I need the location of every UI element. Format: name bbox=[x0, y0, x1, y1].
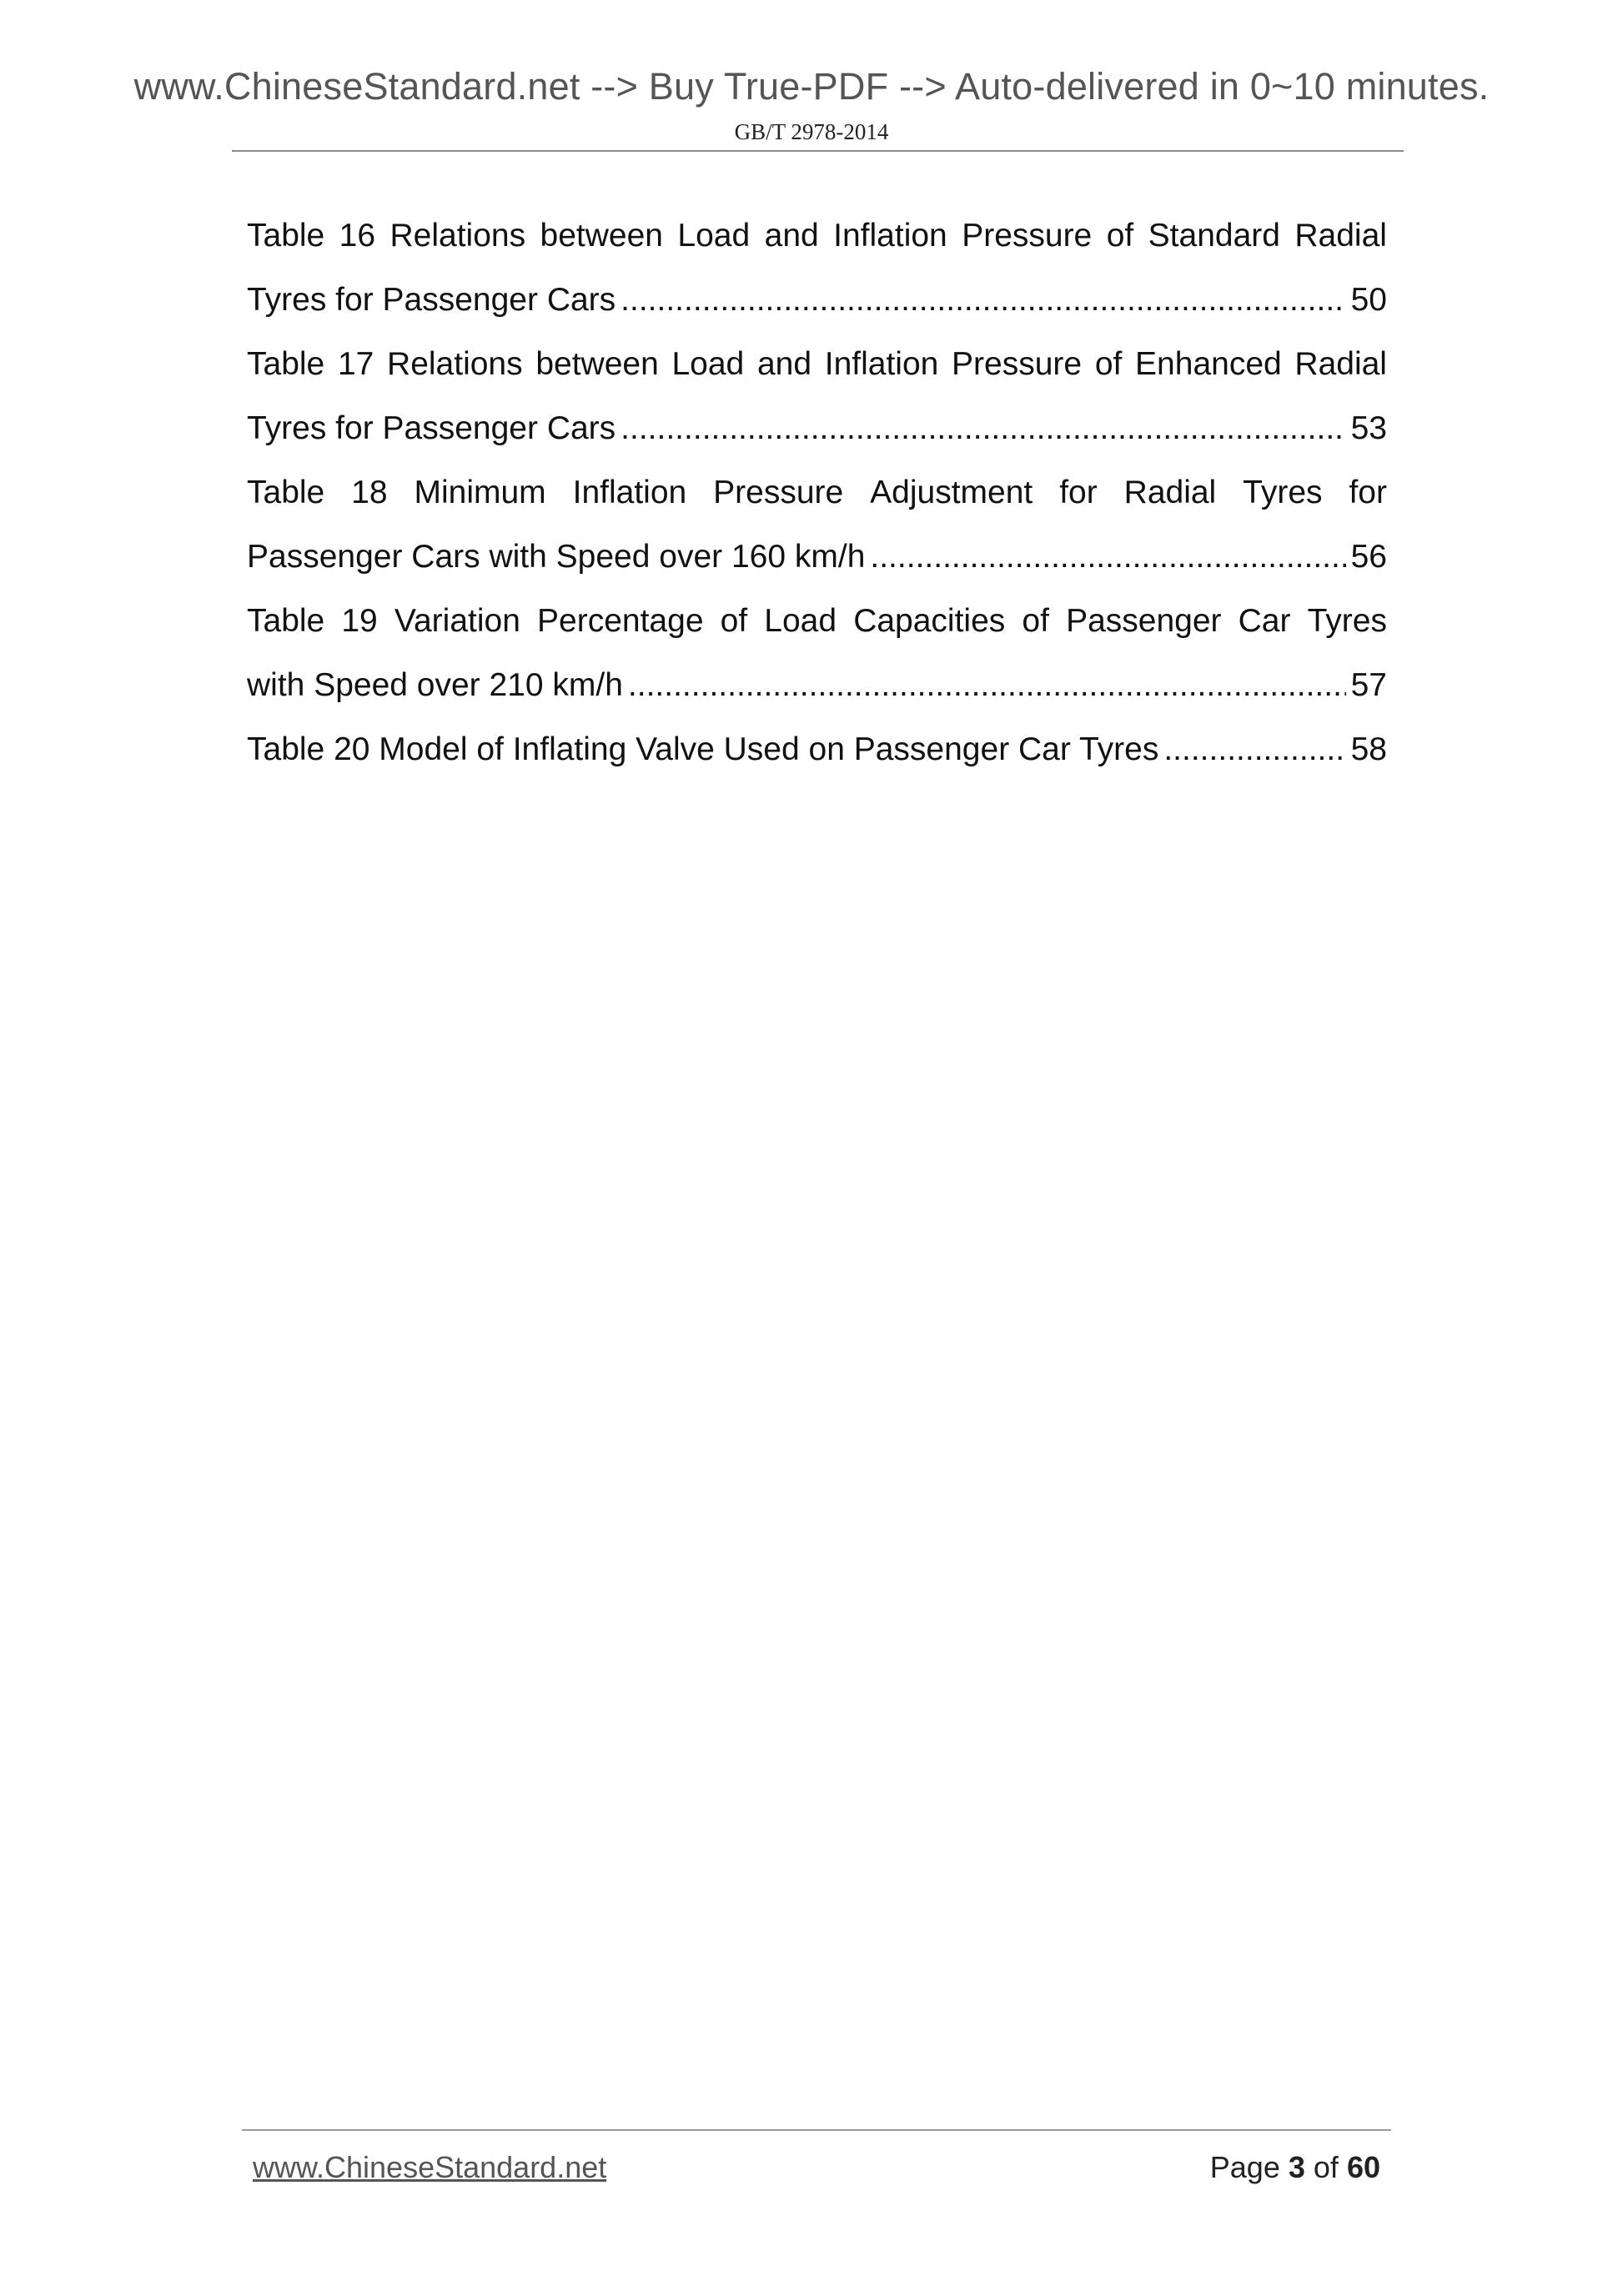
toc-entry-leader-line bbox=[247, 525, 1387, 589]
toc-word: of bbox=[1094, 346, 1123, 382]
toc-entry-text: with Speed over 210 km/h bbox=[247, 667, 623, 703]
toc-word: Standard bbox=[1148, 218, 1280, 254]
page-prefix: Page bbox=[1209, 2150, 1280, 2184]
toc-word: between bbox=[540, 218, 663, 254]
toc-entry-table-18[interactable] bbox=[247, 460, 1387, 589]
toc-word: Tyres bbox=[1243, 475, 1323, 510]
toc-word: Pressure bbox=[713, 475, 844, 510]
footer-site-link[interactable]: www.ChineseStandard.net bbox=[253, 2150, 607, 2184]
toc-page-number: 56 bbox=[1350, 539, 1387, 575]
toc-word: 17 bbox=[337, 346, 374, 382]
toc-word: Load bbox=[671, 346, 745, 382]
toc-word: Relations bbox=[389, 218, 526, 254]
total-pages: 60 bbox=[1346, 2150, 1380, 2184]
current-page-number: 3 bbox=[1288, 2150, 1305, 2184]
toc-word: Table bbox=[247, 346, 325, 382]
toc-word: 18 bbox=[351, 475, 388, 510]
toc-word: and bbox=[764, 218, 819, 254]
toc-entry-leader-line bbox=[247, 717, 1387, 781]
table-of-contents bbox=[247, 203, 1387, 781]
dot-leader bbox=[621, 396, 1345, 460]
toc-word: Inflation bbox=[824, 346, 939, 382]
toc-word: Percentage bbox=[537, 603, 704, 639]
toc-word: Table bbox=[247, 218, 325, 254]
toc-entry-text: Table 20 Model of Inflating Valve Used on Passenger Car Tyres bbox=[247, 731, 1159, 767]
toc-word: Adjustment bbox=[870, 475, 1033, 510]
toc-word: Table bbox=[247, 603, 325, 639]
toc-entry-leader-line bbox=[247, 268, 1387, 332]
header-rule bbox=[232, 150, 1404, 152]
toc-word: Variation bbox=[394, 603, 520, 639]
document-id: GB/T 2978-2014 bbox=[734, 119, 889, 144]
toc-entry-table-16[interactable] bbox=[247, 203, 1387, 332]
toc-word: Load bbox=[764, 603, 837, 639]
toc-word: Pressure bbox=[952, 346, 1083, 382]
toc-entry-table-19[interactable] bbox=[247, 589, 1387, 717]
toc-word: Tyres bbox=[1307, 603, 1387, 639]
toc-word: for bbox=[1059, 475, 1098, 510]
toc-word: 16 bbox=[339, 218, 376, 254]
toc-word: Capacities bbox=[853, 603, 1006, 639]
toc-word: for bbox=[1349, 475, 1387, 510]
toc-word: Passenger bbox=[1066, 603, 1222, 639]
toc-word: Inflation bbox=[833, 218, 947, 254]
toc-word: of bbox=[720, 603, 748, 639]
toc-entry-table-17[interactable] bbox=[247, 332, 1387, 460]
toc-entry-leader-line bbox=[247, 396, 1387, 460]
toc-entry-text: Tyres for Passenger Cars bbox=[247, 410, 616, 446]
dot-leader bbox=[628, 653, 1346, 717]
toc-page-number: 58 bbox=[1350, 731, 1387, 767]
dot-leader bbox=[870, 525, 1345, 589]
toc-entry-title-line bbox=[247, 589, 1387, 653]
toc-entry-title-line bbox=[247, 203, 1387, 268]
toc-word: Minimum bbox=[414, 475, 546, 510]
toc-word: Load bbox=[677, 218, 751, 254]
toc-word: Table bbox=[247, 475, 325, 510]
toc-word: of bbox=[1106, 218, 1134, 254]
toc-word: and bbox=[756, 346, 812, 382]
toc-word: Inflation bbox=[572, 475, 687, 510]
toc-word: Radial bbox=[1294, 218, 1387, 254]
header-banner: www.ChineseStandard.net --> Buy True-PDF --> Auto-delivered in 0~10 minutes. bbox=[133, 65, 1490, 108]
footer-rule bbox=[242, 2129, 1391, 2131]
toc-word: between bbox=[535, 346, 659, 382]
toc-entry-text: Passenger Cars with Speed over 160 km/h bbox=[247, 539, 866, 575]
toc-word: Car bbox=[1238, 603, 1291, 639]
toc-page-number: 50 bbox=[1350, 282, 1387, 318]
toc-word: Enhanced bbox=[1135, 346, 1282, 382]
toc-word: Relations bbox=[387, 346, 523, 382]
dot-leader bbox=[1163, 717, 1345, 781]
toc-page-number: 53 bbox=[1350, 410, 1387, 446]
page-indicator bbox=[1210, 2150, 1380, 2185]
toc-entry-title-line bbox=[247, 332, 1387, 396]
toc-word: 19 bbox=[341, 603, 378, 639]
page-of: of bbox=[1313, 2150, 1339, 2184]
toc-entry-leader-line bbox=[247, 653, 1387, 717]
toc-word: Radial bbox=[1123, 475, 1217, 510]
toc-entry-table-20[interactable] bbox=[247, 717, 1387, 781]
toc-word: Radial bbox=[1294, 346, 1387, 382]
toc-word: Pressure bbox=[962, 218, 1093, 254]
toc-word: of bbox=[1022, 603, 1049, 639]
toc-entry-text: Tyres for Passenger Cars bbox=[247, 282, 616, 318]
dot-leader bbox=[621, 268, 1345, 332]
toc-page-number: 57 bbox=[1350, 667, 1387, 703]
toc-entry-title-line bbox=[247, 460, 1387, 525]
